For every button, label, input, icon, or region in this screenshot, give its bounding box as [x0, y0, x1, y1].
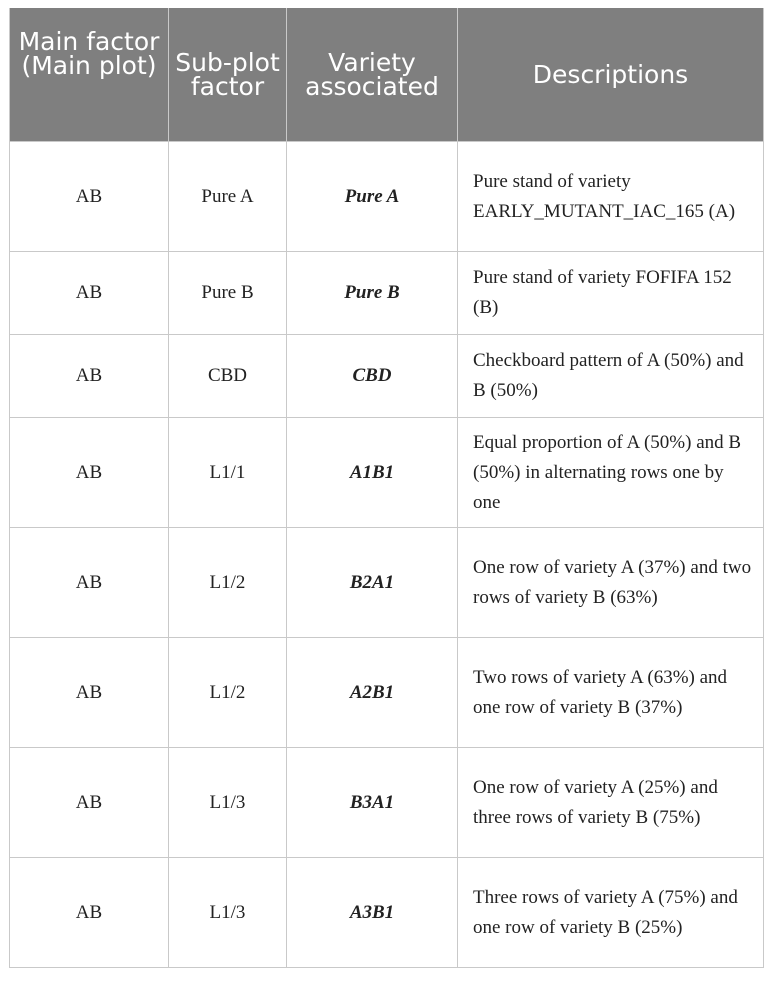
- description-cell: Checkboard pattern of A (50%) and B (50%): [458, 335, 764, 418]
- variety-cell: A3B1: [287, 858, 458, 968]
- main-factor-cell: AB: [10, 638, 169, 748]
- description-cell: Three rows of variety A (75%) and one row of variety B (25%): [458, 858, 764, 968]
- sub-plot-factor-cell: L1/1: [169, 418, 287, 528]
- table-row: [10, 252, 764, 335]
- main-factor-cell: AB: [10, 748, 169, 858]
- sub-plot-factor-cell: L1/3: [169, 748, 287, 858]
- variety-cell: B3A1: [287, 748, 458, 858]
- table-row: [10, 418, 764, 528]
- variety-cell: Pure A: [287, 142, 458, 252]
- header-variety-associated: [287, 8, 458, 142]
- variety-cell: CBD: [287, 335, 458, 418]
- table-row: [10, 748, 764, 858]
- main-factor-cell: AB: [10, 335, 169, 418]
- description-cell: Pure stand of variety EARLY_MUTANT_IAC_165 (A): [458, 142, 764, 252]
- header-row: [10, 8, 764, 142]
- header-sub-plot-factor-label: Sub-plot factor: [175, 47, 280, 101]
- description-cell: Pure stand of variety FOFIFA 152 (B): [458, 252, 764, 335]
- header-main-factor-label: Main factor (Main plot): [18, 27, 160, 80]
- sub-plot-factor-cell: L1/3: [169, 858, 287, 968]
- header-sub-plot-factor: [169, 8, 287, 142]
- header-variety-associated-label: Variety associated: [305, 47, 439, 101]
- table-row: [10, 335, 764, 418]
- main-factor-cell: AB: [10, 858, 169, 968]
- experimental-design-table: [9, 8, 764, 968]
- header-descriptions: [458, 8, 764, 142]
- table-row: [10, 858, 764, 968]
- description-cell: One row of variety A (25%) and three rows of variety B (75%): [458, 748, 764, 858]
- header-main-factor: [10, 8, 169, 142]
- description-cell: One row of variety A (37%) and two rows of variety B (63%): [458, 528, 764, 638]
- sub-plot-factor-cell: Pure A: [169, 142, 287, 252]
- sub-plot-factor-cell: Pure B: [169, 252, 287, 335]
- variety-cell: A2B1: [287, 638, 458, 748]
- sub-plot-factor-cell: CBD: [169, 335, 287, 418]
- sub-plot-factor-cell: L1/2: [169, 528, 287, 638]
- variety-cell: B2A1: [287, 528, 458, 638]
- variety-cell: Pure B: [287, 252, 458, 335]
- sub-plot-factor-cell: L1/2: [169, 638, 287, 748]
- table-row: [10, 142, 764, 252]
- variety-cell: A1B1: [287, 418, 458, 528]
- table-row: [10, 528, 764, 638]
- main-factor-cell: AB: [10, 252, 169, 335]
- header-descriptions-label: Descriptions: [532, 59, 689, 89]
- main-factor-cell: AB: [10, 142, 169, 252]
- table-row: [10, 638, 764, 748]
- main-factor-cell: AB: [10, 418, 169, 528]
- description-cell: Equal proportion of A (50%) and B (50%) in alternating rows one by one: [458, 418, 764, 528]
- description-cell: Two rows of variety A (63%) and one row of variety B (37%): [458, 638, 764, 748]
- main-factor-cell: AB: [10, 528, 169, 638]
